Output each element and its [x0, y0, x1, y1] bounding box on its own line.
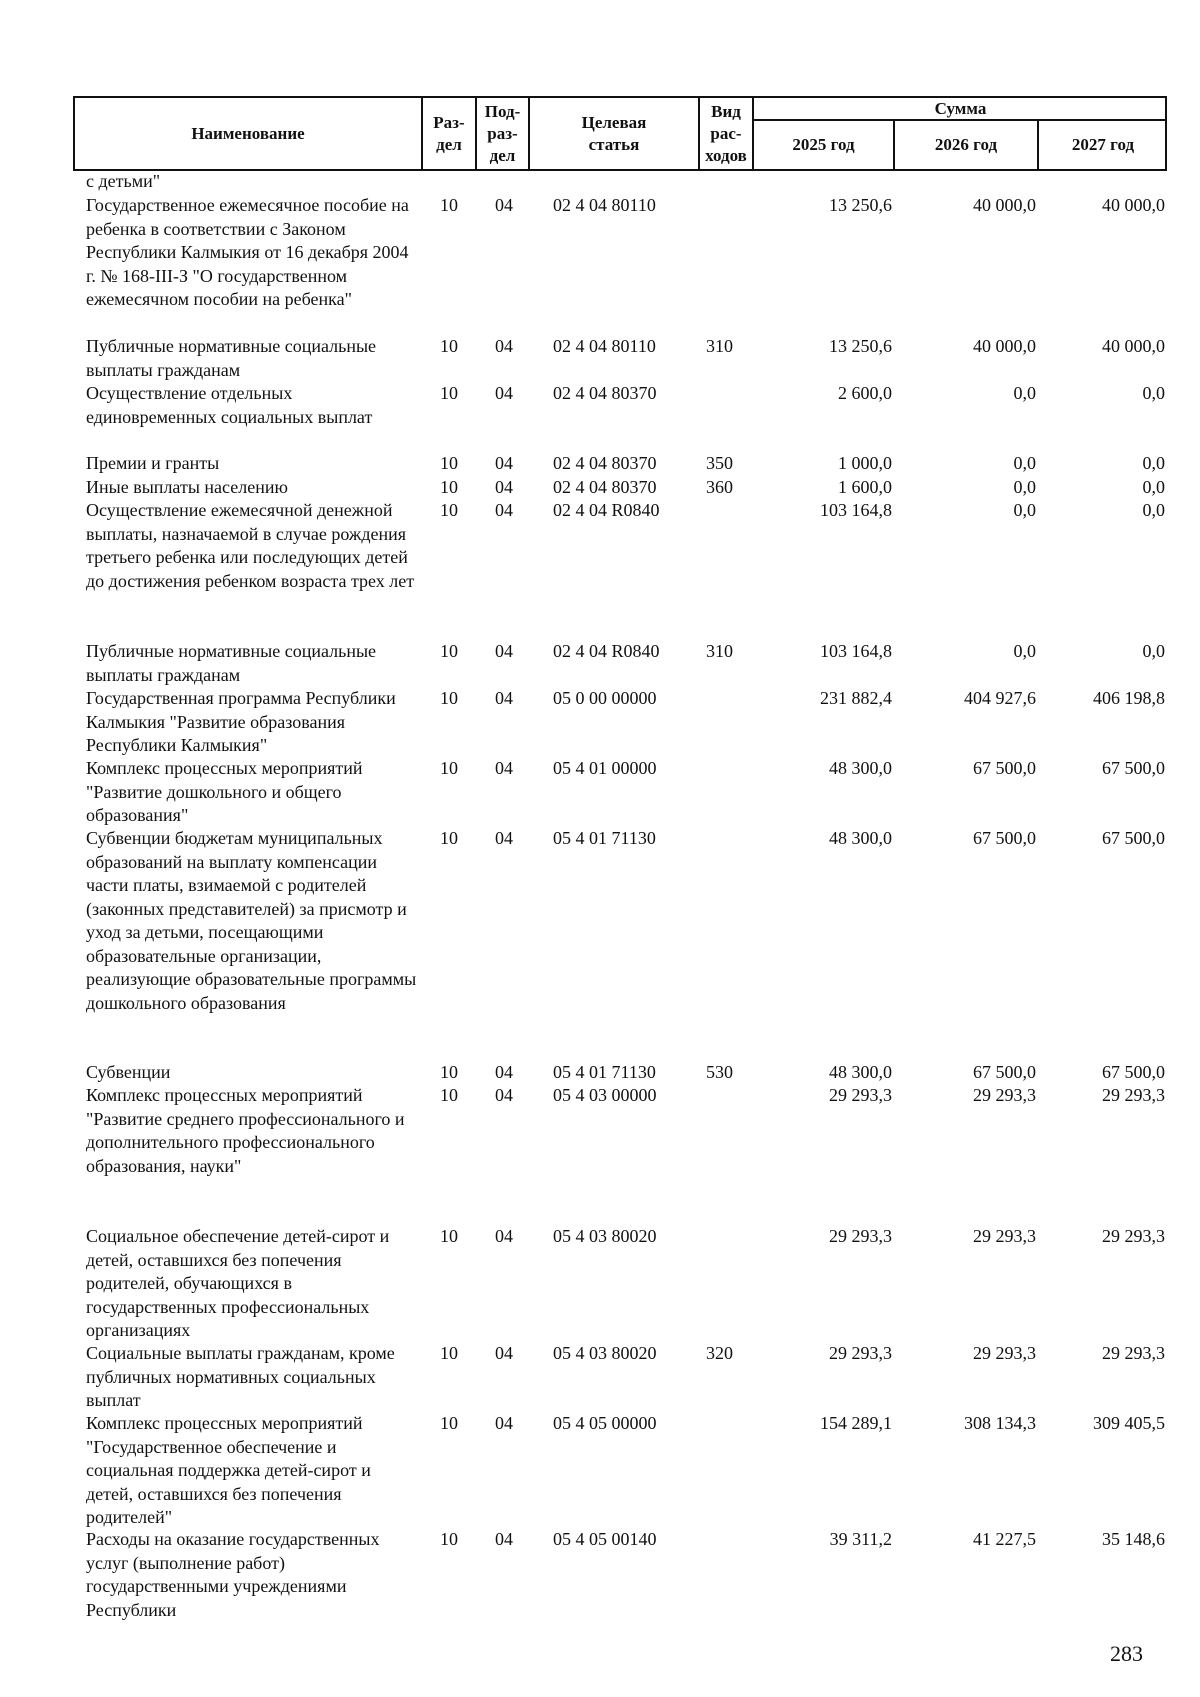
row-target: 02 4 04 80110	[553, 195, 656, 215]
row-2025: 103 164,8	[820, 500, 892, 520]
row-name: Осуществление ежемесячной денежной выплаты, назначаемой в случае рождения третьего ребенка или последующих детей до достижения ребенком возраста трех лет	[86, 500, 415, 591]
row-podrazdel: 04	[495, 477, 513, 497]
row-2027: 29 293,3	[1102, 1085, 1165, 1105]
header-razdel: Раз- дел	[433, 112, 465, 154]
row-target: 02 4 04 80110	[553, 336, 656, 356]
row-2026: 29 293,3	[973, 1226, 1036, 1246]
page-number: 283	[1110, 1641, 1143, 1666]
row-2026: 29 293,3	[973, 1343, 1036, 1363]
row-podrazdel: 04	[495, 758, 513, 778]
row-podrazdel: 04	[495, 828, 513, 848]
row-name: Государственная программа Республики Калмыкия "Развитие образования Республики Калмыкия"	[86, 688, 396, 755]
row-razdel: 10	[440, 1529, 458, 1549]
header-vid: Вид рас- ходов	[705, 101, 747, 165]
header-sum: Сумма	[934, 98, 987, 118]
row-target: 05 4 03 80020	[553, 1343, 657, 1363]
row-target: 05 4 01 00000	[553, 758, 657, 778]
row-name: Расходы на оказание государственных услуг (выполнение работ) государственными учреждениями Республики	[86, 1529, 380, 1620]
row-name: Публичные нормативные социальные выплаты гражданам	[86, 641, 377, 685]
row-target: 02 4 04 80370	[553, 477, 657, 497]
row-razdel: 10	[440, 500, 458, 520]
row-razdel: 10	[440, 828, 458, 848]
row-2026: 0,0	[1013, 477, 1036, 497]
row-2027: 309 405,5	[1093, 1413, 1165, 1433]
row-name: Государственное ежемесячное пособие на ребенка в соответствии с Законом Республики Калмыкия от 16 декабря 2004 г. № 168-III-З "О государственном ежемесячном пособии на ребенка"	[86, 195, 409, 309]
row-2025: 13 250,6	[829, 336, 892, 356]
row-2025: 48 300,0	[829, 758, 892, 778]
row-name: Субвенции	[86, 1062, 171, 1082]
row-name: Иные выплаты населению	[86, 477, 288, 497]
row-razdel: 10	[440, 1343, 458, 1363]
row-2027: 0,0	[1142, 500, 1165, 520]
row-2026: 29 293,3	[973, 1085, 1036, 1105]
row-2026: 404 927,6	[964, 688, 1036, 708]
row-target: 05 0 00 00000	[553, 688, 657, 708]
row-razdel: 10	[440, 383, 458, 403]
row-2026: 41 227,5	[973, 1529, 1036, 1549]
row-razdel: 10	[440, 1413, 458, 1433]
row-2025: 29 293,3	[829, 1085, 892, 1105]
header-2027: 2027 год	[1071, 135, 1135, 154]
row-2025: 13 250,6	[829, 195, 892, 215]
row-name: Комплекс процессных мероприятий "Развитие среднего профессионального и дополнительного профессионального образования, науки"	[86, 1085, 405, 1176]
row-razdel: 10	[440, 1226, 458, 1246]
row-2027: 40 000,0	[1102, 336, 1165, 356]
row-podrazdel: 04	[495, 1343, 513, 1363]
row-2026: 67 500,0	[973, 758, 1036, 778]
row-2025: 48 300,0	[829, 828, 892, 848]
row-podrazdel: 04	[495, 383, 513, 403]
row-2025: 39 311,2	[829, 1529, 892, 1549]
row-2027: 406 198,8	[1093, 688, 1165, 708]
row-name: Осуществление отдельных единовременных социальных выплат	[86, 383, 373, 427]
row-podrazdel: 04	[495, 641, 513, 661]
row-2026: 0,0	[1013, 453, 1036, 473]
row-razdel: 10	[440, 758, 458, 778]
row-razdel: 10	[440, 1085, 458, 1105]
row-2025: 103 164,8	[820, 641, 892, 661]
row-vid: 320	[706, 1343, 733, 1363]
row-2026: 0,0	[1013, 500, 1036, 520]
row-2027: 67 500,0	[1102, 828, 1165, 848]
row-podrazdel: 04	[495, 1529, 513, 1549]
row-vid: 310	[706, 641, 733, 661]
row-2027: 35 148,6	[1102, 1529, 1165, 1549]
row-razdel: 10	[440, 688, 458, 708]
row-name: Премии и гранты	[86, 453, 220, 473]
row-2027: 0,0	[1142, 453, 1165, 473]
row-name: Комплекс процессных мероприятий "Государственное обеспечение и социальная поддержка детей-сирот и детей, оставшихся без попечения родителей"	[86, 1413, 371, 1527]
row-2027: 29 293,3	[1102, 1226, 1165, 1246]
row-2025: 1 600,0	[838, 477, 892, 497]
row-name: Социальные выплаты гражданам, кроме публичных нормативных социальных выплат	[86, 1343, 395, 1410]
row-2027: 0,0	[1142, 477, 1165, 497]
row-name: с детьми"	[86, 171, 161, 191]
row-target: 02 4 04 80370	[553, 383, 657, 403]
row-2025: 154 289,1	[820, 1413, 892, 1433]
row-2027: 0,0	[1142, 383, 1165, 403]
row-2026: 40 000,0	[973, 195, 1036, 215]
row-razdel: 10	[440, 641, 458, 661]
row-2025: 29 293,3	[829, 1226, 892, 1246]
row-podrazdel: 04	[495, 1062, 513, 1082]
row-2025: 29 293,3	[829, 1343, 892, 1363]
header-podrazdel: Под- раз- дел	[484, 101, 521, 165]
row-name: Социальное обеспечение детей-сирот и детей, оставшихся без попечения родителей, обучающихся в государственных профессиональных организациях	[86, 1226, 390, 1340]
header-2026: 2026 год	[934, 135, 998, 154]
row-name: Комплекс процессных мероприятий "Развитие дошкольного и общего образования"	[86, 758, 363, 825]
row-vid: 350	[706, 453, 733, 473]
row-2025: 1 000,0	[838, 453, 892, 473]
row-name: Субвенции бюджетам муниципальных образований на выплату компенсации части платы, взимаемой с родителей (законных представителей) за присмотр и уход за детьми, посещающими образовательные организации, реализующие образовательные программы дошкольного образования	[86, 828, 417, 1013]
row-razdel: 10	[440, 477, 458, 497]
row-2026: 308 134,3	[964, 1413, 1036, 1433]
row-vid: 310	[706, 336, 733, 356]
row-2027: 67 500,0	[1102, 758, 1165, 778]
row-podrazdel: 04	[495, 453, 513, 473]
table-header	[73, 96, 1167, 171]
row-podrazdel: 04	[495, 688, 513, 708]
row-razdel: 10	[440, 453, 458, 473]
row-podrazdel: 04	[495, 1085, 513, 1105]
row-target: 02 4 04 R0840	[553, 500, 660, 520]
row-target: 05 4 05 00000	[553, 1413, 657, 1433]
row-target: 02 4 04 R0840	[553, 641, 660, 661]
row-2026: 67 500,0	[973, 1062, 1036, 1082]
row-2026: 67 500,0	[973, 828, 1036, 848]
row-2027: 67 500,0	[1102, 1062, 1165, 1082]
row-2025: 231 882,4	[820, 688, 892, 708]
row-target: 05 4 01 71130	[553, 1062, 656, 1082]
row-target: 05 4 01 71130	[553, 828, 656, 848]
row-target: 05 4 03 80020	[553, 1226, 657, 1246]
header-target: Целевая статья	[581, 112, 647, 154]
row-podrazdel: 04	[495, 1226, 513, 1246]
row-name: Публичные нормативные социальные выплаты гражданам	[86, 336, 377, 380]
header-2025: 2025 год	[792, 135, 855, 154]
row-podrazdel: 04	[495, 195, 513, 215]
row-target: 05 4 05 00140	[553, 1529, 657, 1549]
row-razdel: 10	[440, 1062, 458, 1082]
row-target: 02 4 04 80370	[553, 453, 657, 473]
row-razdel: 10	[440, 336, 458, 356]
row-2025: 48 300,0	[829, 1062, 892, 1082]
row-2027: 40 000,0	[1102, 195, 1165, 215]
row-vid: 360	[706, 477, 733, 497]
row-target: 05 4 03 00000	[553, 1085, 657, 1105]
row-vid: 530	[706, 1062, 733, 1082]
row-2026: 0,0	[1013, 641, 1036, 661]
row-2026: 40 000,0	[973, 336, 1036, 356]
row-podrazdel: 04	[495, 336, 513, 356]
row-podrazdel: 04	[495, 1413, 513, 1433]
row-podrazdel: 04	[495, 500, 513, 520]
row-2027: 0,0	[1142, 641, 1165, 661]
row-2025: 2 600,0	[838, 383, 892, 403]
row-razdel: 10	[440, 195, 458, 215]
row-2027: 29 293,3	[1102, 1343, 1165, 1363]
row-2026: 0,0	[1013, 383, 1036, 403]
header-name: Наименование	[191, 123, 305, 143]
